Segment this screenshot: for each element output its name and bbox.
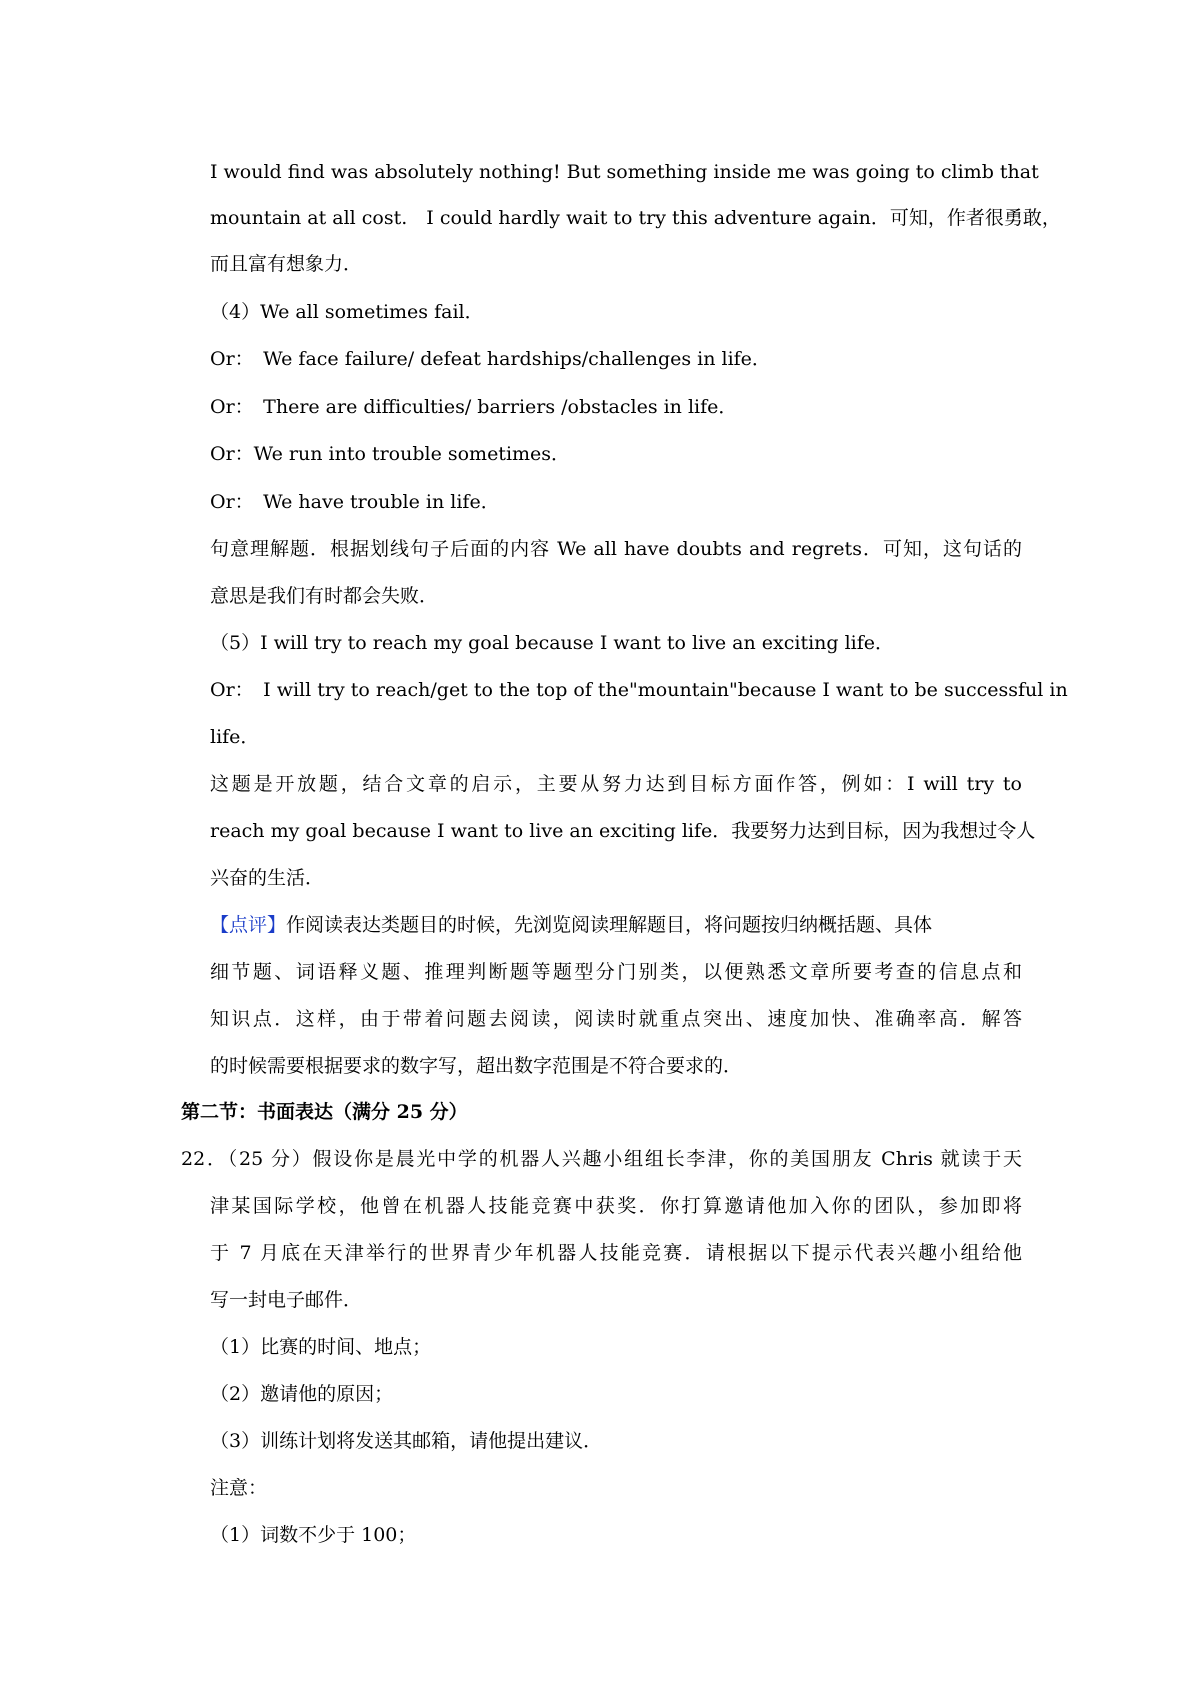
text-line: 知识点．这样，由于带着问题去阅读，阅读时就重点突出、速度加快、准确率高．解答 — [210, 1008, 1022, 1030]
section-heading: 第二节：书面表达（满分 25 分） — [181, 1101, 468, 1123]
text-line: 细节题、词语释义题、推理判断题等题型分门别类，以便熟悉文章所要考查的信息点和 — [210, 961, 1022, 983]
text-line: 这题是开放题，结合文章的启示，主要从努力达到目标方面作答，例如：I will try to — [210, 773, 1022, 795]
text-line: life． — [210, 726, 260, 748]
text-line: 写一封电子邮件． — [210, 1289, 363, 1311]
answer-5: （5）I will try to reach my goal because I want to live an exciting life． — [210, 632, 895, 654]
answer-4: （4）We all sometimes fail． — [210, 301, 484, 323]
text-line: 津某国际学校，他曾在机器人技能竞赛中获奖．你打算邀请他加入你的团队，参加即将 — [210, 1195, 1022, 1217]
comment-tag: 【点评】 — [210, 914, 287, 936]
answer-alt: Or： I will try to reach/get to the top of the"mountain"because I want to be successful in — [210, 679, 1068, 701]
comment-text: 作阅读表达类题目的时候，先浏览阅读理解题目，将问题按归纳概括题、具体 — [286, 914, 933, 936]
question-22: 22．（25 分）假设你是晨光中学的机器人兴趣小组组长李津，你的美国朋友 Chris 就读于天 — [181, 1148, 1022, 1170]
text-line: 的时候需要根据要求的数字写，超出数字范围是不符合要求的． — [210, 1055, 743, 1077]
text-line: 兴奋的生活． — [210, 867, 325, 889]
text-line: mountain at all cost. I could hardly wait to try this adventure again．可知，作者很勇敢， — [210, 207, 1061, 229]
text-line: I would find was absolutely nothing! But something inside me was going to climb that — [210, 161, 1039, 183]
text-line: 于 7 月底在天津举行的世界青少年机器人技能竞赛．请根据以下提示代表兴趣小组给他 — [210, 1242, 1022, 1264]
answer-alt: Or： We face failure/ defeat hardships/challenges in life． — [210, 348, 771, 370]
text-line: 句意理解题．根据划线句子后面的内容 We all have doubts and regrets．可知，这句话的 — [210, 538, 1022, 560]
prompt-item: （1）比赛的时间、地点； — [210, 1336, 432, 1358]
note-label: 注意： — [210, 1477, 268, 1499]
text-line: 意思是我们有时都会失败． — [210, 585, 439, 607]
prompt-item: （3）训练计划将发送其邮箱，请他提出建议． — [210, 1430, 603, 1452]
answer-alt: Or： There are difficulties/ barriers /obstacles in life． — [210, 396, 738, 418]
prompt-item: （2）邀请他的原因； — [210, 1383, 394, 1405]
text-line: 而且富有想象力． — [210, 253, 363, 275]
answer-alt: Or： We have trouble in life． — [210, 491, 500, 513]
answer-alt: Or：We run into trouble sometimes． — [210, 443, 571, 465]
comment-line — [210, 912, 932, 938]
note-item: （1）词数不少于 100； — [210, 1524, 417, 1546]
text-line: reach my goal because I want to live an exciting life．我要努力达到目标，因为我想过令人 — [210, 820, 1036, 842]
